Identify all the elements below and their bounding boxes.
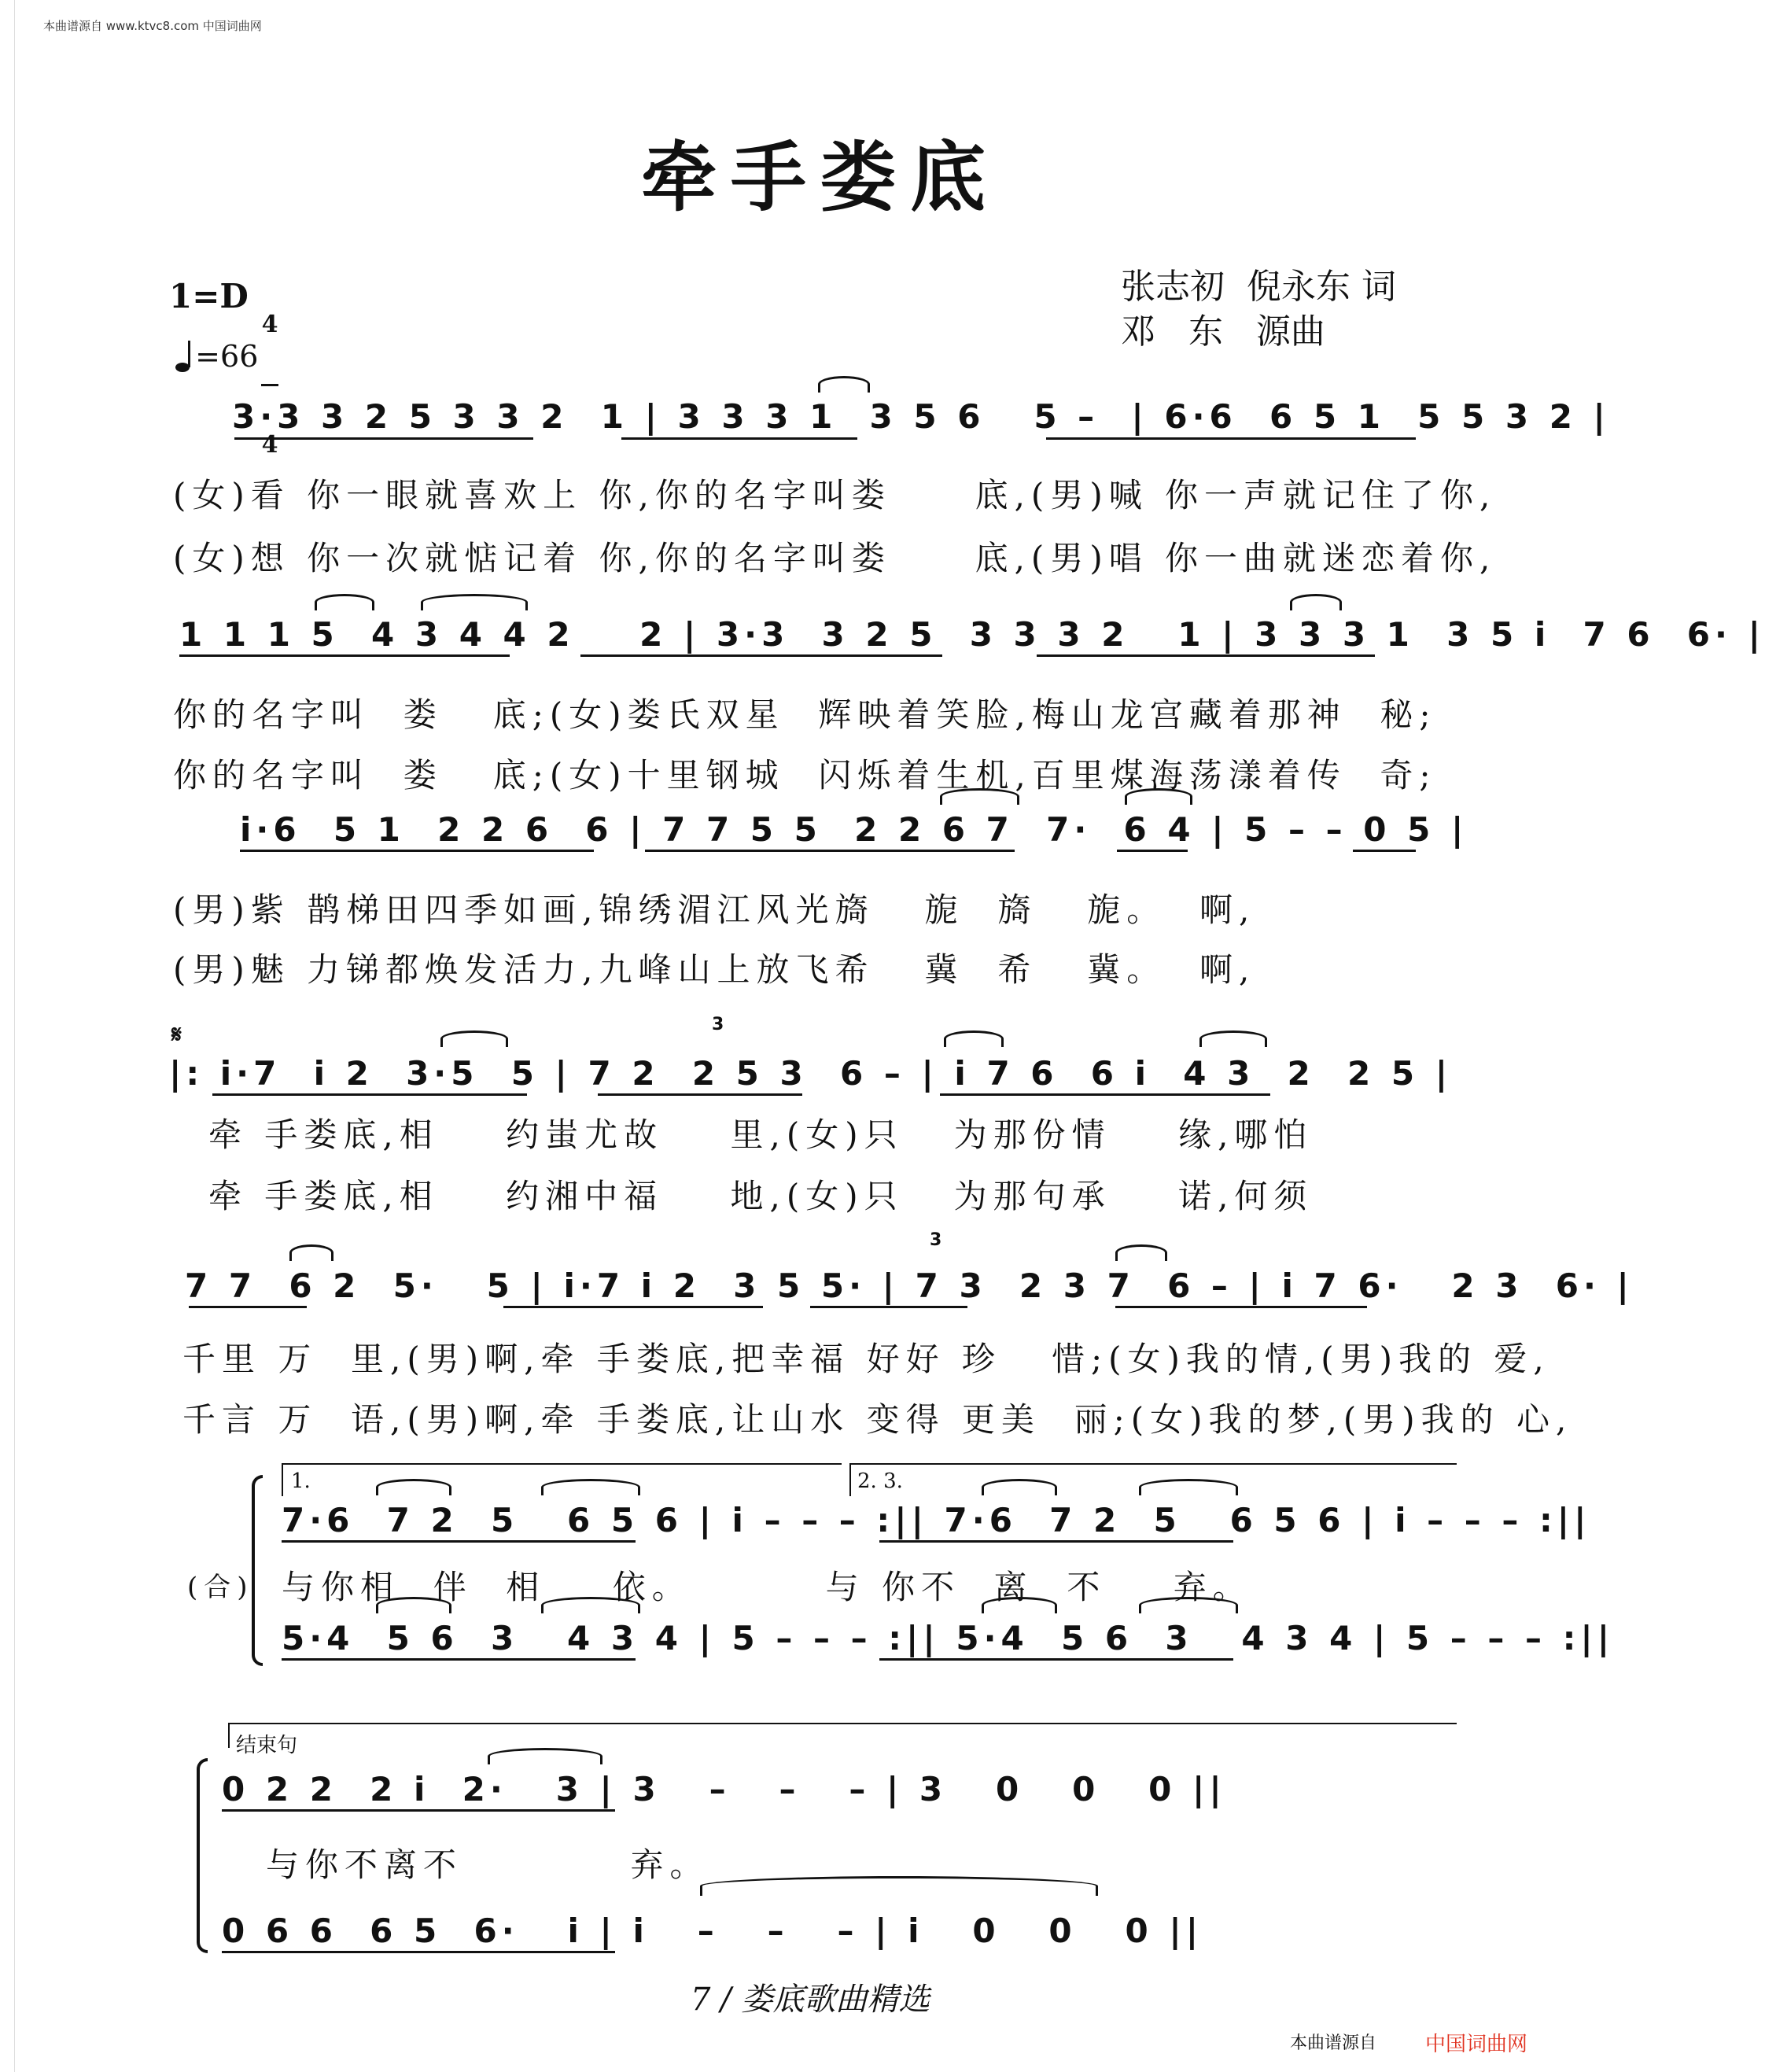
beam-underline [810, 1306, 967, 1308]
page-footer: 7 / 娄底歌曲精选 [691, 1982, 930, 2018]
watermark-site-link[interactable]: 中国词曲网 [1425, 2033, 1528, 2056]
beam-underline [234, 437, 533, 440]
triplet-marker: 3 [930, 1230, 942, 1250]
volta-2-label: 2. 3. [857, 1469, 903, 1493]
slur [982, 1597, 1057, 1613]
slur [1125, 788, 1192, 805]
slur [982, 1479, 1057, 1495]
slur [1290, 594, 1342, 610]
lyrics-verse-2: 千言 万 语,(男)啊,牵 手娄底,让山水 变得 更美 丽;(女)我的梦,(男)我的 心, [182, 1400, 1573, 1439]
composer-credit: 邓 东 源曲 [1121, 312, 1325, 352]
beam-underline [179, 654, 510, 657]
lyrics-verse-1: (男)紫 鹊梯田四季如画,锦绣湄江风光旖 旎 旖 旎。 啊, [173, 890, 1256, 929]
time-signature [261, 266, 278, 481]
beam-underline [598, 1093, 802, 1096]
song-title: 牵手娄底 [641, 133, 1000, 222]
beam-underline [879, 1540, 1233, 1543]
slur [818, 376, 870, 393]
notes-line: i·6 5 1 2 2 6 6 | 7 7 5 5 2 2 6 7 7· 6 4 | 5 – – 0 5 | [240, 810, 1468, 849]
slur [376, 1479, 451, 1495]
ending-label: 结束句 [236, 1734, 298, 1757]
lyrics-verse-1: 牵 手娄底,相 约蚩尤故 里,(女)只 为那份情 缘,哪怕 [208, 1115, 1314, 1154]
beam-underline [282, 1658, 636, 1661]
slur [488, 1748, 602, 1764]
notes-line: 3·3 3 2 5 3 3 2 1 | 3 3 3 1 3 5 6 5 – | 6·6 6 5 1 5 5 3 2 | [232, 397, 1610, 436]
slur [421, 594, 528, 610]
lyrics-verse-2: (女)想 你一次就惦记着 你,你的名字叫娄 底,(男)唱 你一曲就迷恋着你, [173, 539, 1497, 577]
time-signature-line [261, 384, 278, 386]
quarter-note-icon [175, 339, 195, 374]
chorus-label: (合) [187, 1572, 254, 1603]
upper-part-notes: 0 2 2 2 i 2· 3 | 3 – – – | 3 0 0 0 || [222, 1770, 1226, 1808]
tempo-marking [167, 324, 258, 374]
lower-part-notes: 0 6 6 6 5 6· i | i – – – | i 0 0 0 || [222, 1912, 1203, 1950]
lyrics-verse-1: 你的名字叫 娄 底;(女)娄氏双星 辉映着笑脸,梅山龙宫藏着那神 秘; [173, 695, 1437, 734]
beam-underline [189, 1306, 307, 1308]
volta-1-label: 1. [291, 1469, 311, 1493]
tempo-value: =66 [195, 339, 259, 374]
chorus-lyrics: 与你相 伴 相 依。 与 你不 离 不 弃。 [282, 1568, 1252, 1606]
beam-underline [580, 654, 942, 657]
key-signature: 1=D [169, 277, 249, 315]
tie-slur [700, 1876, 1098, 1896]
beam-underline [222, 1951, 615, 1953]
slur [541, 1597, 640, 1613]
watermark-source: 本曲谱源自 [1290, 2033, 1377, 2053]
system-brace [197, 1758, 208, 1953]
slur [940, 788, 1019, 805]
time-signature-top: 4 [261, 311, 278, 338]
header-source-text: 本曲谱源自 www.ktvc8.com 中国词曲网 [43, 19, 262, 33]
beam-underline [940, 1093, 1270, 1096]
slur [1139, 1597, 1238, 1613]
beam-underline [212, 1093, 527, 1096]
beam-underline [879, 1658, 1233, 1661]
slur [944, 1030, 1004, 1047]
slur [315, 594, 374, 610]
lyrics-verse-2: 你的名字叫 娄 底;(女)十里钢城 闪烁着生机,百里煤海荡漾着传 奇; [173, 756, 1437, 795]
slur [440, 1030, 508, 1047]
beam-underline [645, 850, 1015, 852]
beam-underline [1046, 437, 1416, 440]
beam-underline [503, 1306, 763, 1308]
lyrics-verse-1: (女)看 你一眼就喜欢上 你,你的名字叫娄 底,(男)喊 你一声就记住了你, [173, 476, 1497, 514]
slur [1139, 1479, 1238, 1495]
left-margin-strip [0, 0, 15, 2072]
notes-line: 7 7 6 2 5· 5 | i·7 i 2 3 5 5· | 7 3 2 3 7 6 – | i 7 6· 2 3 6· | [185, 1266, 1634, 1305]
lower-part-notes: 5·4 5 6 3 4 3 4 | 5 – – – :|| 5·4 5 6 3 4 3 4 | 5 – – – :|| [282, 1619, 1615, 1657]
ending-bracket [228, 1723, 1457, 1748]
beam-underline [222, 1809, 615, 1812]
notes-line: 1 1 1 5 4 3 4 4 2 2 | 3·3 3 2 5 3 3 3 2 1 | 3 3 3 1 3 5 i 7 6 6· | [179, 615, 1765, 654]
segno-sign: 𝄋 [171, 1021, 182, 1049]
notes-line: |: i·7 i 2 3·5 5 | 7 2 2 5 3 6 – | i 7 6 6 i 4 3 2 2 5 | [169, 1054, 1453, 1093]
beam-underline [282, 1540, 636, 1543]
beam-underline [1037, 654, 1375, 657]
slur [1115, 1244, 1167, 1261]
beam-underline [1117, 850, 1188, 852]
slur [289, 1244, 333, 1261]
beam-underline [1353, 850, 1416, 852]
slur [541, 1479, 640, 1495]
lyrics-verse-2: 牵 手娄底,相 约湘中福 地,(女)只 为那句承 诺,何须 [208, 1177, 1314, 1215]
ending-lyrics: 与你不离不 弃。 [266, 1845, 709, 1884]
lyrics-verse-1: 千里 万 里,(男)啊,牵 手娄底,把幸福 好好 珍 惜;(女)我的情,(男)我的 爱, [182, 1340, 1550, 1378]
beam-underline [240, 850, 594, 852]
upper-part-notes: 7·6 7 2 5 6 5 6 | i – – – :|| 7·6 7 2 5 6 5 6 | i – – – :|| [282, 1501, 1591, 1539]
lyrics-verse-2: (男)魅 力锑都焕发活力,九峰山上放飞希 冀 希 冀。 啊, [173, 950, 1256, 989]
triplet-marker: 3 [712, 1015, 724, 1034]
lyricist-credit: 张志初 倪永东 词 [1121, 267, 1396, 307]
slur [1199, 1030, 1267, 1047]
beam-underline [1115, 1306, 1367, 1308]
time-signature-bottom: 4 [261, 431, 278, 459]
beam-underline [621, 437, 857, 440]
slur [376, 1597, 451, 1613]
